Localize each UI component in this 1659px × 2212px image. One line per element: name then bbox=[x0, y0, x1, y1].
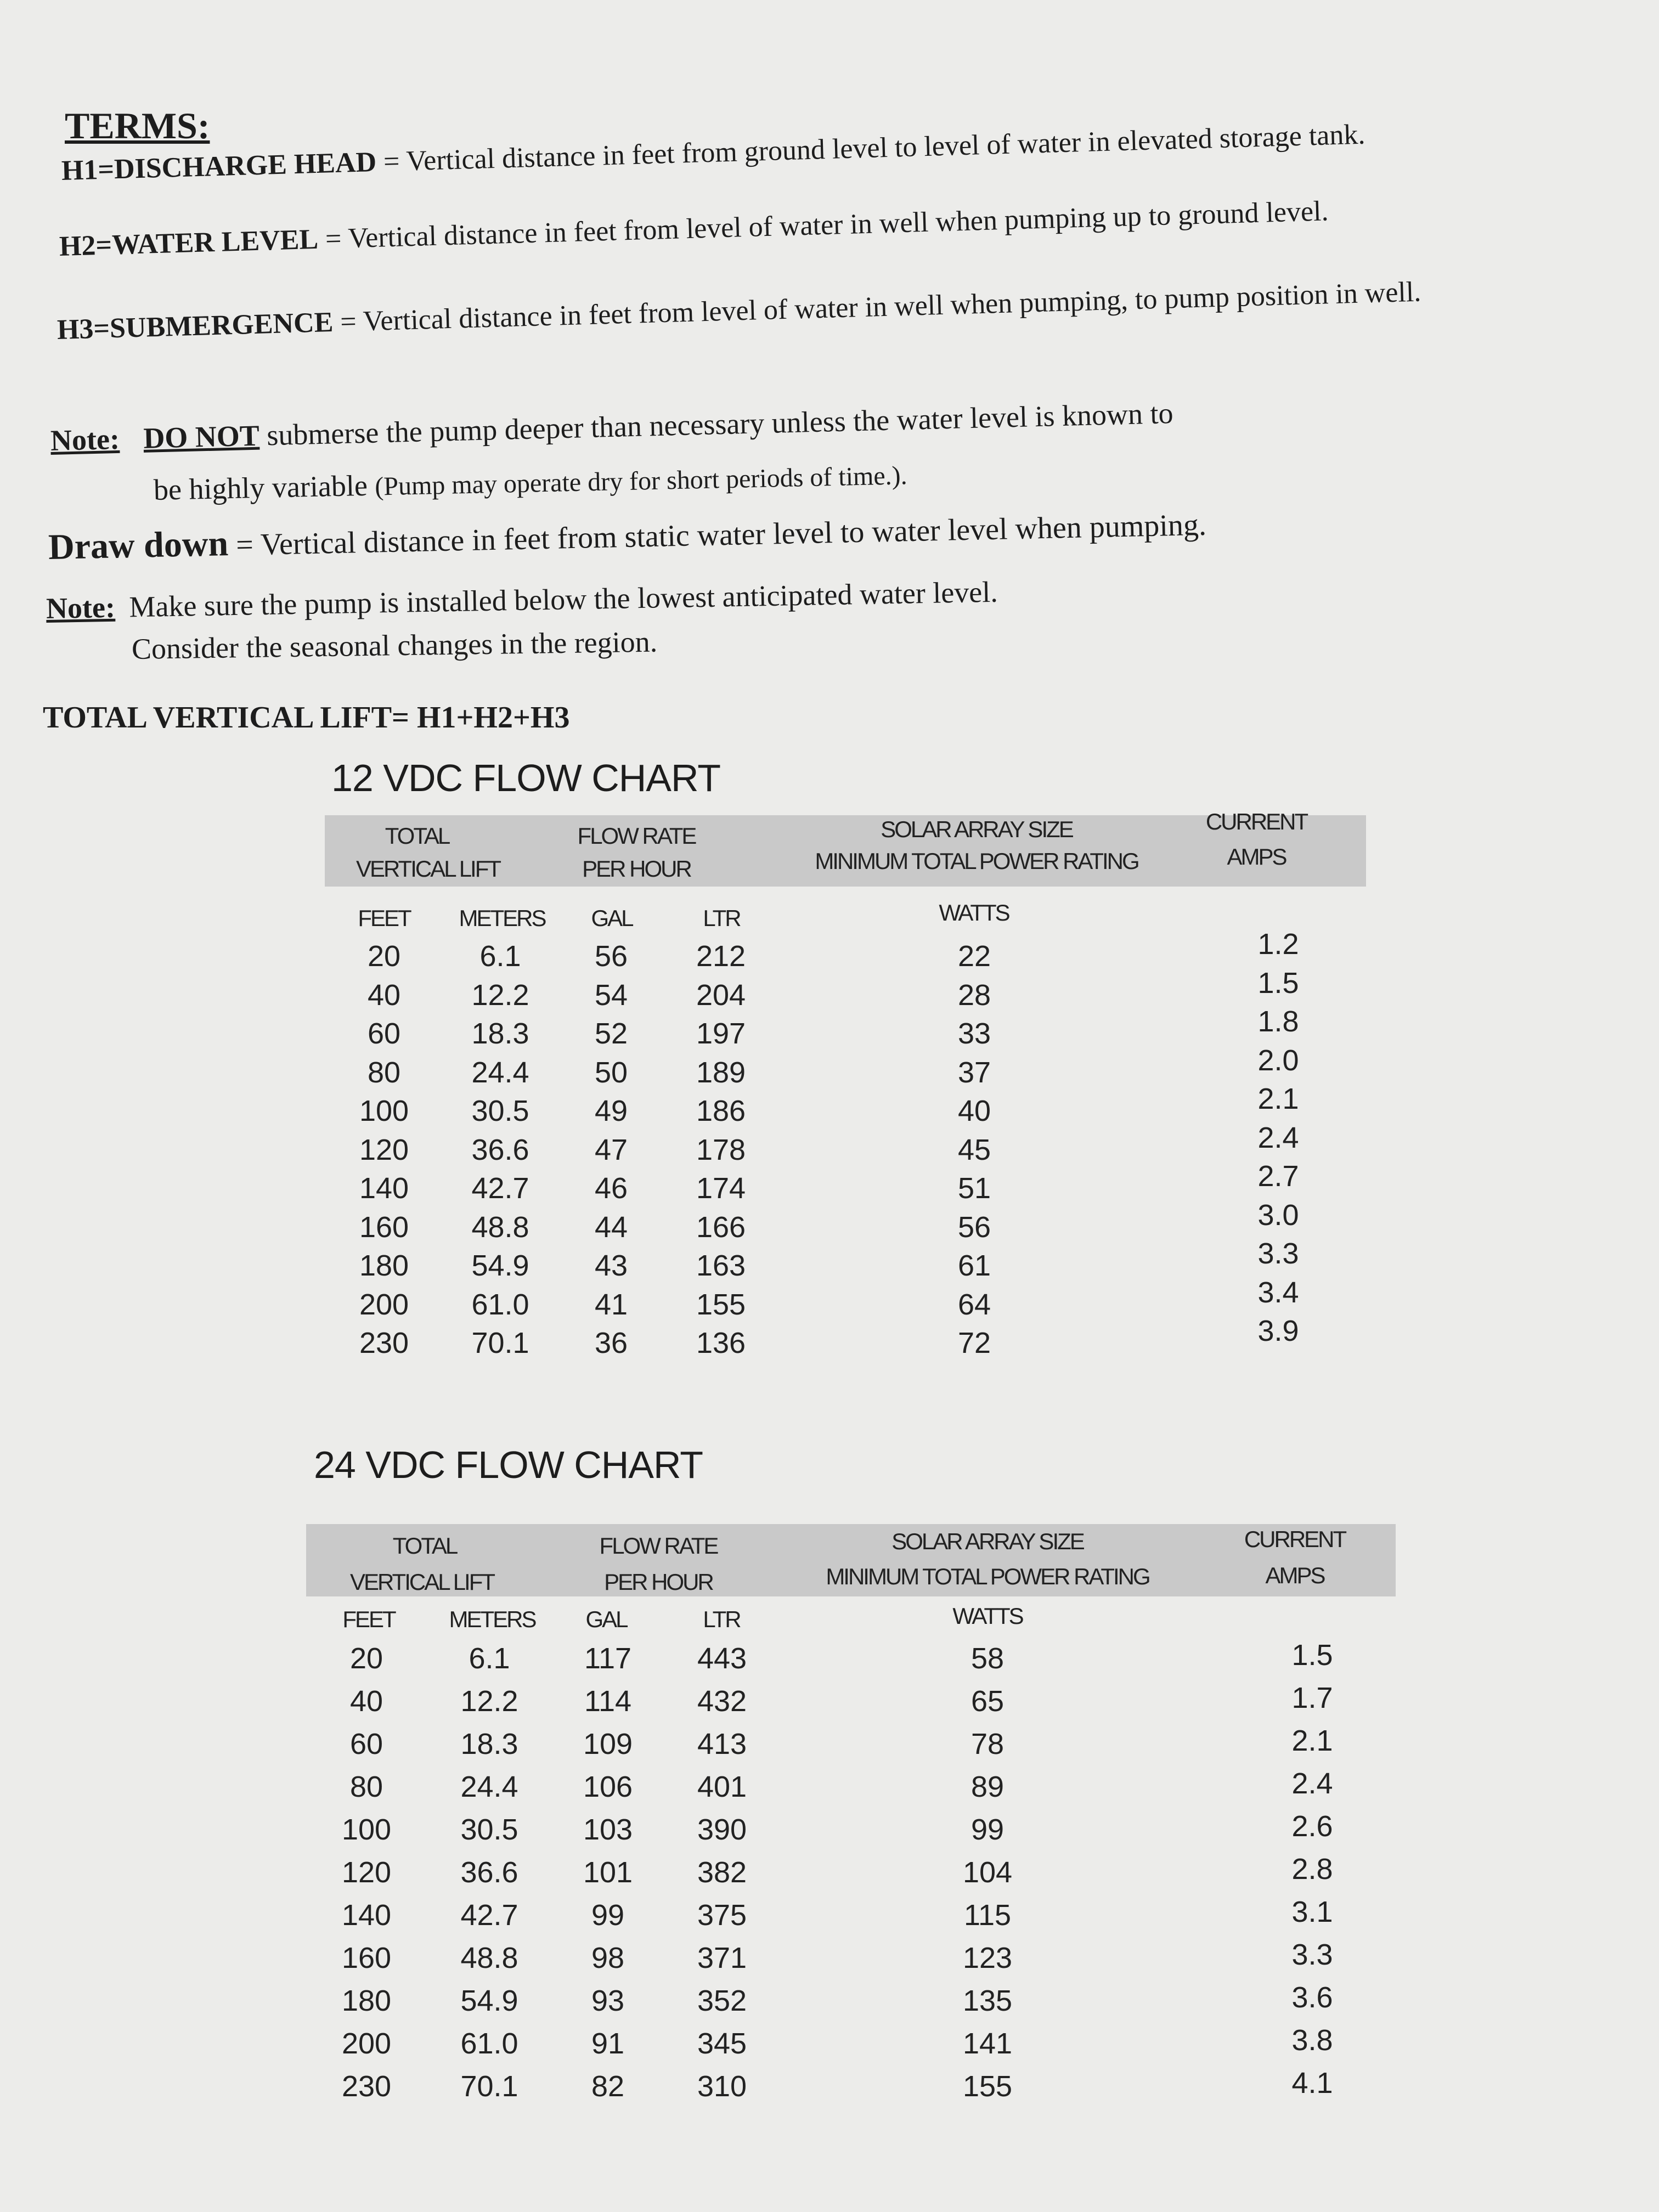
cell-amps: 3.9 bbox=[1257, 1314, 1299, 1347]
cell-watts: 22 bbox=[957, 940, 991, 973]
cell-amps: 2.1 bbox=[1257, 1082, 1299, 1115]
cell-meters: 6.1 bbox=[479, 940, 521, 973]
cell-amps: 1.8 bbox=[1257, 1005, 1299, 1038]
header-total: TOTAL bbox=[392, 1533, 457, 1559]
cell-feet: 230 bbox=[359, 1327, 409, 1359]
cell-ltr: 204 bbox=[696, 978, 746, 1012]
cell-amps: 2.8 bbox=[1291, 1853, 1333, 1886]
cell-gal: 109 bbox=[583, 1728, 633, 1760]
cell-gal: 117 bbox=[584, 1642, 632, 1675]
cell-watts: 51 bbox=[957, 1172, 991, 1205]
cell-meters: 54.9 bbox=[460, 1984, 518, 2017]
cell-meters: 36.6 bbox=[460, 1856, 518, 1889]
cell-ltr: 178 bbox=[696, 1133, 746, 1166]
cell-ltr: 432 bbox=[697, 1685, 747, 1718]
cell-watts: 123 bbox=[962, 1942, 1013, 1974]
cell-watts: 61 bbox=[957, 1249, 991, 1282]
subheader-gal: GAL bbox=[585, 1606, 627, 1632]
term-label: H2=WATER LEVEL bbox=[59, 223, 319, 262]
header-flow-rate: FLOW RATE bbox=[577, 823, 696, 849]
cell-feet: 230 bbox=[341, 2070, 392, 2103]
drawdown-label: Draw down bbox=[48, 523, 229, 567]
cell-ltr: 401 bbox=[697, 1770, 747, 1803]
note-emphasis: DO NOT bbox=[143, 419, 260, 455]
cell-amps: 4.1 bbox=[1291, 2067, 1333, 2100]
term-label: H3=SUBMERGENCE bbox=[57, 306, 334, 346]
cell-watts: 135 bbox=[962, 1984, 1013, 2017]
term-text: = Vertical distance in feet from level of water in well when pumping, to pump position in well. bbox=[340, 276, 1422, 338]
cell-watts: 72 bbox=[957, 1327, 991, 1359]
cell-ltr: 310 bbox=[697, 2070, 747, 2103]
cell-watts: 115 bbox=[963, 1899, 1012, 1932]
cell-ltr: 186 bbox=[696, 1094, 746, 1127]
cell-meters: 12.2 bbox=[471, 978, 529, 1012]
cell-amps: 1.5 bbox=[1291, 1639, 1333, 1672]
cell-ltr: 345 bbox=[697, 2027, 747, 2060]
cell-ltr: 352 bbox=[697, 1984, 747, 2017]
cell-meters: 18.3 bbox=[471, 1017, 529, 1050]
total-vertical-lift-formula: TOTAL VERTICAL LIFT= H1+H2+H3 bbox=[43, 701, 570, 735]
cell-amps: 3.1 bbox=[1291, 1895, 1333, 1928]
cell-feet: 100 bbox=[359, 1094, 409, 1127]
drawdown-definition bbox=[48, 503, 1206, 568]
cell-meters: 36.6 bbox=[471, 1133, 529, 1166]
cell-gal: 106 bbox=[583, 1770, 633, 1803]
cell-feet: 40 bbox=[367, 978, 401, 1012]
cell-gal: 99 bbox=[591, 1899, 625, 1932]
cell-ltr: 413 bbox=[697, 1728, 747, 1760]
note-text: Make sure the pump is installed below the lowest anticipated water level. bbox=[128, 575, 998, 624]
cell-watts: 104 bbox=[962, 1856, 1013, 1889]
drawdown-text: = Vertical distance in feet from static water level to water level when pumping. bbox=[235, 507, 1207, 562]
cell-meters: 70.1 bbox=[471, 1327, 529, 1359]
cell-gal: 44 bbox=[594, 1210, 628, 1244]
note-text: submerse the pump deeper than necessary unless the water level is known to bbox=[266, 396, 1174, 452]
header-flow-rate: FLOW RATE bbox=[599, 1533, 718, 1559]
cell-meters: 54.9 bbox=[471, 1249, 529, 1282]
cell-gal: 52 bbox=[594, 1017, 628, 1050]
cell-amps: 2.6 bbox=[1291, 1810, 1333, 1843]
cell-amps: 2.0 bbox=[1257, 1043, 1299, 1077]
cell-meters: 42.7 bbox=[471, 1172, 529, 1205]
cell-amps: 2.1 bbox=[1291, 1724, 1333, 1757]
term-text: = Vertical distance in feet from level of water in well when pumping up to ground level. bbox=[325, 195, 1329, 255]
cell-watts: 40 bbox=[957, 1094, 991, 1127]
cell-watts: 33 bbox=[957, 1017, 991, 1050]
header-min-total-power: MINIMUM TOTAL POWER RATING bbox=[826, 1564, 1149, 1589]
cell-feet: 180 bbox=[359, 1249, 409, 1282]
cell-feet: 80 bbox=[367, 1056, 401, 1089]
cell-gal: 54 bbox=[594, 978, 628, 1012]
cell-watts: 58 bbox=[970, 1642, 1005, 1675]
cell-meters: 42.7 bbox=[460, 1899, 518, 1932]
cell-feet: 200 bbox=[341, 2027, 392, 2060]
cell-meters: 70.1 bbox=[460, 2070, 518, 2103]
cell-gal: 114 bbox=[584, 1685, 632, 1718]
cell-amps: 1.2 bbox=[1257, 928, 1299, 961]
cell-ltr: 189 bbox=[696, 1056, 746, 1089]
cell-ltr: 197 bbox=[696, 1017, 746, 1050]
cell-amps: 2.4 bbox=[1257, 1121, 1299, 1154]
header-per-hour: PER HOUR bbox=[582, 856, 691, 882]
subheader-meters: METERS bbox=[459, 905, 545, 931]
header-current: CURRENT bbox=[1244, 1526, 1346, 1552]
cell-amps: 2.4 bbox=[1291, 1767, 1333, 1800]
cell-ltr: 174 bbox=[696, 1172, 746, 1205]
cell-meters: 48.8 bbox=[460, 1942, 518, 1974]
cell-ltr: 212 bbox=[696, 940, 746, 973]
cell-watts: 64 bbox=[957, 1288, 991, 1321]
cell-watts: 28 bbox=[957, 978, 991, 1012]
cell-meters: 24.4 bbox=[460, 1770, 518, 1803]
cell-watts: 89 bbox=[970, 1770, 1005, 1803]
cell-meters: 61.0 bbox=[471, 1288, 529, 1321]
cell-feet: 140 bbox=[341, 1899, 392, 1932]
subheader-watts: WATTS bbox=[939, 900, 1009, 926]
note-line2-small: (Pump may operate dry for short periods of time.). bbox=[374, 461, 908, 501]
header-current: CURRENT bbox=[1205, 809, 1307, 834]
cell-feet: 100 bbox=[341, 1813, 392, 1846]
note-do-not-submerse bbox=[50, 396, 1173, 458]
cell-amps: 3.3 bbox=[1291, 1938, 1333, 1971]
subheader-watts: WATTS bbox=[952, 1603, 1023, 1629]
cell-amps: 1.7 bbox=[1291, 1681, 1333, 1714]
cell-feet: 20 bbox=[367, 940, 401, 973]
cell-feet: 20 bbox=[349, 1642, 383, 1675]
cell-meters: 30.5 bbox=[460, 1813, 518, 1846]
header-amps: AMPS bbox=[1227, 844, 1286, 870]
cell-feet: 180 bbox=[341, 1984, 392, 2017]
cell-meters: 61.0 bbox=[460, 2027, 518, 2060]
cell-gal: 82 bbox=[591, 2070, 625, 2103]
chart-12vdc-title: 12 VDC FLOW CHART bbox=[331, 757, 721, 799]
cell-gal: 101 bbox=[583, 1856, 633, 1889]
header-per-hour: PER HOUR bbox=[604, 1569, 713, 1595]
cell-gal: 91 bbox=[591, 2027, 625, 2060]
cell-ltr: 390 bbox=[697, 1813, 747, 1846]
term-discharge-head bbox=[61, 119, 1365, 187]
cell-feet: 120 bbox=[359, 1133, 409, 1166]
term-submergence bbox=[57, 276, 1421, 346]
term-text: = Vertical distance in feet from ground level to level of water in elevated storage tank. bbox=[383, 119, 1366, 178]
cell-feet: 60 bbox=[349, 1728, 383, 1760]
cell-watts: 37 bbox=[957, 1056, 991, 1089]
subheader-feet: FEET bbox=[358, 905, 410, 931]
cell-ltr: 163 bbox=[696, 1249, 746, 1282]
cell-feet: 60 bbox=[367, 1017, 401, 1050]
cell-amps: 3.6 bbox=[1291, 1981, 1333, 2014]
cell-feet: 80 bbox=[349, 1770, 383, 1803]
subheader-ltr: LTR bbox=[703, 1606, 740, 1632]
cell-amps: 2.7 bbox=[1257, 1160, 1299, 1193]
cell-gal: 43 bbox=[594, 1249, 628, 1282]
cell-meters: 12.2 bbox=[460, 1685, 518, 1718]
header-vertical-lift: VERTICAL LIFT bbox=[349, 1569, 494, 1595]
cell-meters: 48.8 bbox=[471, 1210, 529, 1244]
cell-ltr: 443 bbox=[697, 1642, 747, 1675]
cell-gal: 98 bbox=[591, 1942, 625, 1974]
cell-gal: 41 bbox=[594, 1288, 628, 1321]
cell-feet: 160 bbox=[359, 1210, 409, 1244]
cell-gal: 93 bbox=[591, 1984, 625, 2017]
cell-amps: 1.5 bbox=[1257, 966, 1299, 1000]
cell-gal: 50 bbox=[594, 1056, 628, 1089]
cell-meters: 6.1 bbox=[469, 1642, 510, 1675]
cell-ltr: 375 bbox=[697, 1899, 747, 1932]
note-label: Note: bbox=[46, 590, 116, 625]
cell-watts: 65 bbox=[970, 1685, 1005, 1718]
cell-gal: 49 bbox=[594, 1094, 628, 1127]
cell-watts: 78 bbox=[970, 1728, 1005, 1760]
cell-ltr: 371 bbox=[697, 1942, 747, 1974]
header-min-total-power: MINIMUM TOTAL POWER RATING bbox=[815, 848, 1138, 874]
note-label: Note: bbox=[50, 422, 120, 457]
terms-heading: TERMS: bbox=[65, 105, 210, 146]
cell-gal: 47 bbox=[594, 1133, 628, 1166]
cell-feet: 120 bbox=[341, 1856, 392, 1889]
note-do-not-submerse-line2 bbox=[153, 457, 907, 507]
cell-amps: 3.3 bbox=[1257, 1237, 1299, 1270]
cell-meters: 30.5 bbox=[471, 1094, 529, 1127]
cell-meters: 18.3 bbox=[460, 1728, 518, 1760]
note-line2: be highly variable bbox=[153, 469, 368, 506]
cell-feet: 40 bbox=[349, 1685, 383, 1718]
subheader-ltr: LTR bbox=[703, 905, 740, 931]
note-install-below-line2: Consider the seasonal changes in the region. bbox=[131, 625, 658, 665]
header-solar-array-size: SOLAR ARRAY SIZE bbox=[891, 1528, 1084, 1554]
cell-ltr: 382 bbox=[697, 1856, 747, 1889]
subheader-gal: GAL bbox=[591, 905, 633, 931]
cell-watts: 56 bbox=[957, 1210, 991, 1244]
cell-amps: 3.4 bbox=[1257, 1276, 1299, 1309]
term-label: H1=DISCHARGE HEAD bbox=[61, 146, 377, 187]
cell-ltr: 136 bbox=[696, 1327, 746, 1359]
cell-amps: 3.0 bbox=[1257, 1198, 1299, 1232]
header-amps: AMPS bbox=[1265, 1562, 1324, 1588]
term-water-level bbox=[59, 195, 1329, 263]
cell-watts: 45 bbox=[957, 1133, 991, 1166]
header-total: TOTAL bbox=[385, 823, 449, 849]
cell-gal: 56 bbox=[594, 940, 628, 973]
cell-amps: 3.8 bbox=[1291, 2024, 1333, 2057]
cell-watts: 99 bbox=[970, 1813, 1005, 1846]
cell-gal: 36 bbox=[594, 1327, 628, 1359]
header-solar-array-size: SOLAR ARRAY SIZE bbox=[881, 816, 1073, 842]
cell-ltr: 166 bbox=[696, 1210, 746, 1244]
cell-gal: 46 bbox=[594, 1172, 628, 1205]
cell-meters: 24.4 bbox=[471, 1056, 529, 1089]
subheader-feet: FEET bbox=[342, 1606, 395, 1632]
cell-watts: 141 bbox=[962, 2027, 1013, 2060]
cell-feet: 200 bbox=[359, 1288, 409, 1321]
cell-gal: 103 bbox=[583, 1813, 633, 1846]
header-vertical-lift: VERTICAL LIFT bbox=[356, 856, 500, 882]
note-install-below bbox=[46, 575, 998, 625]
chart-24vdc-title: 24 VDC FLOW CHART bbox=[314, 1443, 703, 1486]
cell-feet: 160 bbox=[341, 1942, 392, 1974]
cell-watts: 155 bbox=[962, 2070, 1013, 2103]
subheader-meters: METERS bbox=[449, 1606, 535, 1632]
cell-feet: 140 bbox=[359, 1172, 409, 1205]
cell-ltr: 155 bbox=[696, 1288, 746, 1321]
